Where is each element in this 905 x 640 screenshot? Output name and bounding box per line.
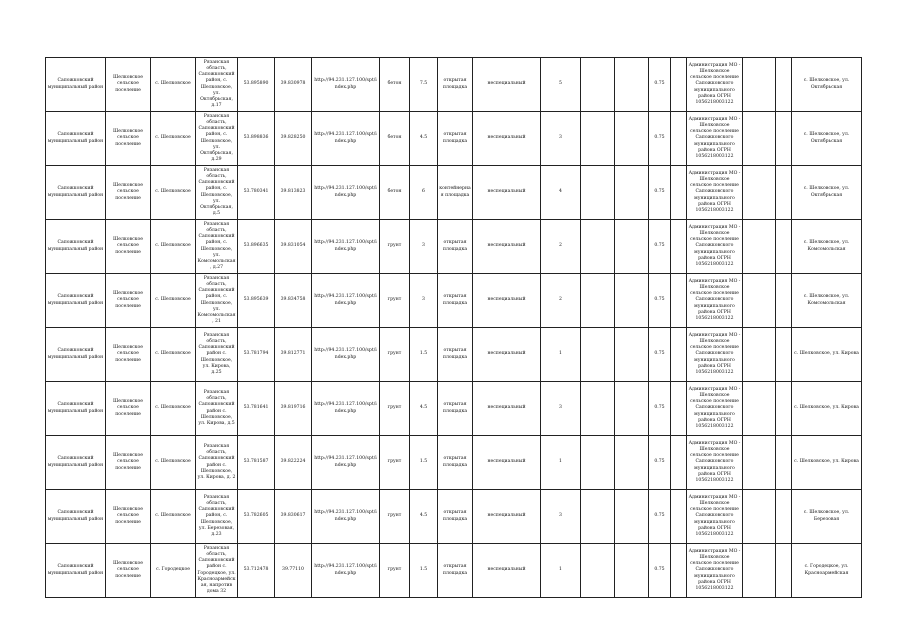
sources-cell: с. Городецкое, ул. Красноармейская [792, 544, 862, 598]
sources-cell: с. Шелковское, ул. Комсомольская [792, 274, 862, 328]
settlement-cell: Шелковское сельское поселение [106, 382, 151, 436]
cover-cell: открытая площадка [438, 220, 473, 274]
locality-cell: с. Шелковское [151, 382, 196, 436]
map-link-cell: http://94.231.127.100/spt/index.php [312, 544, 380, 598]
table-row [46, 112, 862, 166]
locality-cell: с. Шелковское [151, 112, 196, 166]
district-cell: Сапожковский муниципальный район [46, 436, 106, 490]
sources-cell: с. Шелковское, ул. Октябрьская [792, 112, 862, 166]
container-count-cell: 1 [541, 436, 581, 490]
address-cell: Рязанская область, Сапожковский район, с. Шелковское, ул. Октябрьская, д.5 [196, 166, 238, 220]
longitude-cell: 39.828250 [275, 112, 312, 166]
map-link-cell: http://94.231.127.100/spt/index.php [312, 58, 380, 112]
owner-cell: Администрация МО - Шелковское сельское поселение Сапожковского муниципального района ОГРН 1056218003122 [687, 544, 743, 598]
sources-cell: с. Шелковское, ул. Октябрьская [792, 58, 862, 112]
volume-cell: 0.75 [649, 220, 671, 274]
locality-cell: с. Шелковское [151, 490, 196, 544]
waste-type-cell: неспециальный [473, 58, 541, 112]
container-count-cell: 1 [541, 544, 581, 598]
empty-cell [743, 274, 776, 328]
empty-cell [581, 328, 615, 382]
empty-cell [743, 112, 776, 166]
area-cell: 6 [410, 166, 438, 220]
cover-cell: открытая площадка [438, 274, 473, 328]
owner-cell: Администрация МО - Шелковское сельское поселение Сапожковского муниципального района ОГРН 1056218003122 [687, 112, 743, 166]
empty-cell [581, 58, 615, 112]
container-count-cell: 2 [541, 220, 581, 274]
table-row [46, 328, 862, 382]
volume-cell: 0.75 [649, 436, 671, 490]
locality-cell: с. Шелковское [151, 220, 196, 274]
owner-cell: Администрация МО - Шелковское сельское поселение Сапожковского муниципального района ОГРН 1056218003122 [687, 220, 743, 274]
empty-cell [581, 220, 615, 274]
empty-cell [581, 274, 615, 328]
volume-cell: 0.75 [649, 274, 671, 328]
settlement-cell: Шелковское сельское поселение [106, 58, 151, 112]
address-cell: Рязанская область, Сапожковский район, с. Шелковское, ул. Октябрьская, д.29 [196, 112, 238, 166]
volume-cell: 0.75 [649, 328, 671, 382]
empty-cell [615, 112, 649, 166]
map-link-cell: http://94.231.127.100/spt/index.php [312, 274, 380, 328]
surface-cell: грунт [380, 490, 410, 544]
map-link-cell: http://94.231.127.100/spt/index.php [312, 436, 380, 490]
owner-cell: Администрация МО - Шелковское сельское поселение Сапожковского муниципального района ОГРН 1056218003122 [687, 436, 743, 490]
empty-cell [776, 382, 792, 436]
longitude-cell: 39.819716 [275, 382, 312, 436]
surface-cell: грунт [380, 544, 410, 598]
empty-cell [776, 490, 792, 544]
locality-cell: с. Шелковское [151, 58, 196, 112]
latitude-cell: 53.782605 [238, 490, 275, 544]
longitude-cell: 39.830978 [275, 58, 312, 112]
area-cell: 4.5 [410, 112, 438, 166]
empty-cell [615, 490, 649, 544]
address-cell: Рязанская область, Сапожковский район с. Шелковское, ул. Кирова, д.5 [196, 382, 238, 436]
locality-cell: с. Шелковское [151, 328, 196, 382]
empty-cell [615, 166, 649, 220]
waste-sites-register-table [45, 57, 862, 598]
district-cell: Сапожковский муниципальный район [46, 274, 106, 328]
district-cell: Сапожковский муниципальный район [46, 328, 106, 382]
area-cell: 4.5 [410, 490, 438, 544]
empty-cell [671, 112, 687, 166]
owner-cell: Администрация МО - Шелковское сельское поселение Сапожковского муниципального района ОГРН 1056218003122 [687, 328, 743, 382]
empty-cell [615, 544, 649, 598]
table-row [46, 166, 862, 220]
container-count-cell: 3 [541, 112, 581, 166]
district-cell: Сапожковский муниципальный район [46, 490, 106, 544]
table-row [46, 274, 862, 328]
district-cell: Сапожковский муниципальный район [46, 112, 106, 166]
settlement-cell: Шелковское сельское поселение [106, 544, 151, 598]
map-link-cell: http://94.231.127.100/spt/index.php [312, 166, 380, 220]
surface-cell: бетон [380, 112, 410, 166]
district-cell: Сапожковский муниципальный район [46, 58, 106, 112]
longitude-cell: 39.77110 [275, 544, 312, 598]
volume-cell: 0.75 [649, 166, 671, 220]
longitude-cell: 39.834758 [275, 274, 312, 328]
empty-cell [671, 58, 687, 112]
area-cell: 1.5 [410, 328, 438, 382]
waste-type-cell: неспециальный [473, 274, 541, 328]
address-cell: Рязанская область, Сапожковский район, с. Шелковское, ул. Комсомольская, 21 [196, 274, 238, 328]
settlement-cell: Шелковское сельское поселение [106, 274, 151, 328]
table-row [46, 58, 862, 112]
empty-cell [743, 436, 776, 490]
empty-cell [581, 490, 615, 544]
waste-type-cell: неспециальный [473, 382, 541, 436]
address-cell: Рязанская область, Сапожковский район с. Шелковское, ул. Кирова, д.25 [196, 328, 238, 382]
empty-cell [671, 382, 687, 436]
settlement-cell: Шелковское сельское поселение [106, 220, 151, 274]
container-count-cell: 3 [541, 382, 581, 436]
empty-cell [615, 436, 649, 490]
cover-cell: открытая площадка [438, 490, 473, 544]
container-count-cell: 2 [541, 274, 581, 328]
settlement-cell: Шелковское сельское поселение [106, 112, 151, 166]
empty-cell [743, 220, 776, 274]
container-count-cell: 5 [541, 58, 581, 112]
volume-cell: 0.75 [649, 544, 671, 598]
empty-cell [671, 220, 687, 274]
empty-cell [581, 544, 615, 598]
area-cell: 3 [410, 220, 438, 274]
surface-cell: грунт [380, 382, 410, 436]
longitude-cell: 39.812771 [275, 328, 312, 382]
empty-cell [776, 544, 792, 598]
empty-cell [581, 436, 615, 490]
map-link-cell: http://94.231.127.100/spt/index.php [312, 328, 380, 382]
table-row [46, 436, 862, 490]
address-cell: Рязанская область, Сапожковский район с. Городецкое, ул. Красноармейская, напротив дома 32 [196, 544, 238, 598]
map-link-cell: http://94.231.127.100/spt/index.php [312, 382, 380, 436]
empty-cell [776, 112, 792, 166]
cover-cell: контейнерная площадка [438, 166, 473, 220]
latitude-cell: 53.781641 [238, 382, 275, 436]
empty-cell [581, 166, 615, 220]
owner-cell: Администрация МО - Шелковское сельское поселение Сапожковского муниципального района ОГРН 1056218003122 [687, 490, 743, 544]
settlement-cell: Шелковское сельское поселение [106, 490, 151, 544]
latitude-cell: 53.780341 [238, 166, 275, 220]
latitude-cell: 53.781587 [238, 436, 275, 490]
empty-cell [743, 58, 776, 112]
container-count-cell: 1 [541, 328, 581, 382]
locality-cell: с. Шелковское [151, 166, 196, 220]
area-cell: 7.5 [410, 58, 438, 112]
empty-cell [671, 544, 687, 598]
latitude-cell: 53.712478 [238, 544, 275, 598]
address-cell: Рязанская область, Сапожковский район с. Шелковское, ул. Кирова, д. 2 [196, 436, 238, 490]
latitude-cell: 53.895639 [238, 274, 275, 328]
surface-cell: грунт [380, 328, 410, 382]
empty-cell [615, 328, 649, 382]
locality-cell: с. Шелковское [151, 274, 196, 328]
district-cell: Сапожковский муниципальный район [46, 544, 106, 598]
cover-cell: открытая площадка [438, 544, 473, 598]
area-cell: 1.5 [410, 436, 438, 490]
surface-cell: бетон [380, 166, 410, 220]
empty-cell [615, 220, 649, 274]
longitude-cell: 39.831054 [275, 220, 312, 274]
surface-cell: грунт [380, 274, 410, 328]
empty-cell [615, 58, 649, 112]
address-cell: Рязанская область, Сапожковский район, с. Шелковское, ул. Октябрьская, д.17 [196, 58, 238, 112]
waste-type-cell: неспециальный [473, 328, 541, 382]
longitude-cell: 39.830617 [275, 490, 312, 544]
waste-type-cell: неспециальный [473, 544, 541, 598]
empty-cell [581, 382, 615, 436]
waste-type-cell: неспециальный [473, 490, 541, 544]
empty-cell [776, 274, 792, 328]
waste-type-cell: неспециальный [473, 436, 541, 490]
longitude-cell: 39.813823 [275, 166, 312, 220]
latitude-cell: 53.896635 [238, 220, 275, 274]
container-count-cell: 3 [541, 490, 581, 544]
sources-cell: с. Шелковское, ул. Комсомольская [792, 220, 862, 274]
sources-cell: с. Шелковское, ул. Березовая [792, 490, 862, 544]
district-cell: Сапожковский муниципальный район [46, 382, 106, 436]
address-cell: Рязанская область, Сапожковский район, с. Шелковское, ул. Комсомольская, д.27 [196, 220, 238, 274]
owner-cell: Администрация МО - Шелковское сельское поселение Сапожковского муниципального района ОГРН 1056218003122 [687, 58, 743, 112]
cover-cell: открытая площадка [438, 382, 473, 436]
empty-cell [776, 328, 792, 382]
surface-cell: грунт [380, 220, 410, 274]
empty-cell [671, 490, 687, 544]
longitude-cell: 39.822224 [275, 436, 312, 490]
waste-type-cell: неспециальный [473, 220, 541, 274]
waste-type-cell: неспециальный [473, 166, 541, 220]
cover-cell: открытая площадка [438, 436, 473, 490]
cover-cell: открытая площадка [438, 112, 473, 166]
locality-cell: с. Городецкое [151, 544, 196, 598]
latitude-cell: 53.895890 [238, 58, 275, 112]
sources-cell: с. Шелковское, ул. Кирова [792, 382, 862, 436]
sources-cell: с. Шелковское, ул. Кирова [792, 328, 862, 382]
table-row [46, 382, 862, 436]
surface-cell: бетон [380, 58, 410, 112]
empty-cell [671, 436, 687, 490]
latitude-cell: 53.898836 [238, 112, 275, 166]
district-cell: Сапожковский муниципальный район [46, 220, 106, 274]
waste-type-cell: неспециальный [473, 112, 541, 166]
volume-cell: 0.75 [649, 112, 671, 166]
empty-cell [776, 220, 792, 274]
area-cell: 4.5 [410, 382, 438, 436]
settlement-cell: Шелковское сельское поселение [106, 328, 151, 382]
empty-cell [776, 58, 792, 112]
address-cell: Рязанская область, Сапожковский район, с. Шелковское, ул. Березовая, д.23 [196, 490, 238, 544]
sources-cell: с. Шелковское, ул. Кирова [792, 436, 862, 490]
locality-cell: с. Шелковское [151, 436, 196, 490]
settlement-cell: Шелковское сельское поселение [106, 166, 151, 220]
empty-cell [671, 328, 687, 382]
table-row [46, 490, 862, 544]
empty-cell [776, 166, 792, 220]
empty-cell [743, 490, 776, 544]
latitude-cell: 53.781794 [238, 328, 275, 382]
surface-cell: грунт [380, 436, 410, 490]
area-cell: 3 [410, 274, 438, 328]
empty-cell [743, 166, 776, 220]
map-link-cell: http://94.231.127.100/spt/index.php [312, 220, 380, 274]
volume-cell: 0.75 [649, 490, 671, 544]
empty-cell [671, 274, 687, 328]
empty-cell [776, 436, 792, 490]
area-cell: 1.5 [410, 544, 438, 598]
empty-cell [743, 544, 776, 598]
map-link-cell: http://94.231.127.100/spt/index.php [312, 112, 380, 166]
volume-cell: 0.75 [649, 382, 671, 436]
cover-cell: открытая площадка [438, 58, 473, 112]
empty-cell [743, 328, 776, 382]
owner-cell: Администрация МО - Шелковское сельское поселение Сапожковского муниципального района ОГРН 1056218003122 [687, 166, 743, 220]
cover-cell: открытая площадка [438, 328, 473, 382]
settlement-cell: Шелковское сельское поселение [106, 436, 151, 490]
owner-cell: Администрация МО - Шелковское сельское поселение Сапожковского муниципального района ОГРН 1056218003122 [687, 274, 743, 328]
sources-cell: с. Шелковское, ул. Октябрьская [792, 166, 862, 220]
map-link-cell: http://94.231.127.100/spt/index.php [312, 490, 380, 544]
volume-cell: 0.75 [649, 58, 671, 112]
district-cell: Сапожковский муниципальный район [46, 166, 106, 220]
empty-cell [615, 382, 649, 436]
empty-cell [743, 382, 776, 436]
empty-cell [671, 166, 687, 220]
empty-cell [615, 274, 649, 328]
table-row [46, 220, 862, 274]
owner-cell: Администрация МО - Шелковское сельское поселение Сапожковского муниципального района ОГРН 1056218003122 [687, 382, 743, 436]
container-count-cell: 4 [541, 166, 581, 220]
table-row [46, 544, 862, 598]
empty-cell [581, 112, 615, 166]
